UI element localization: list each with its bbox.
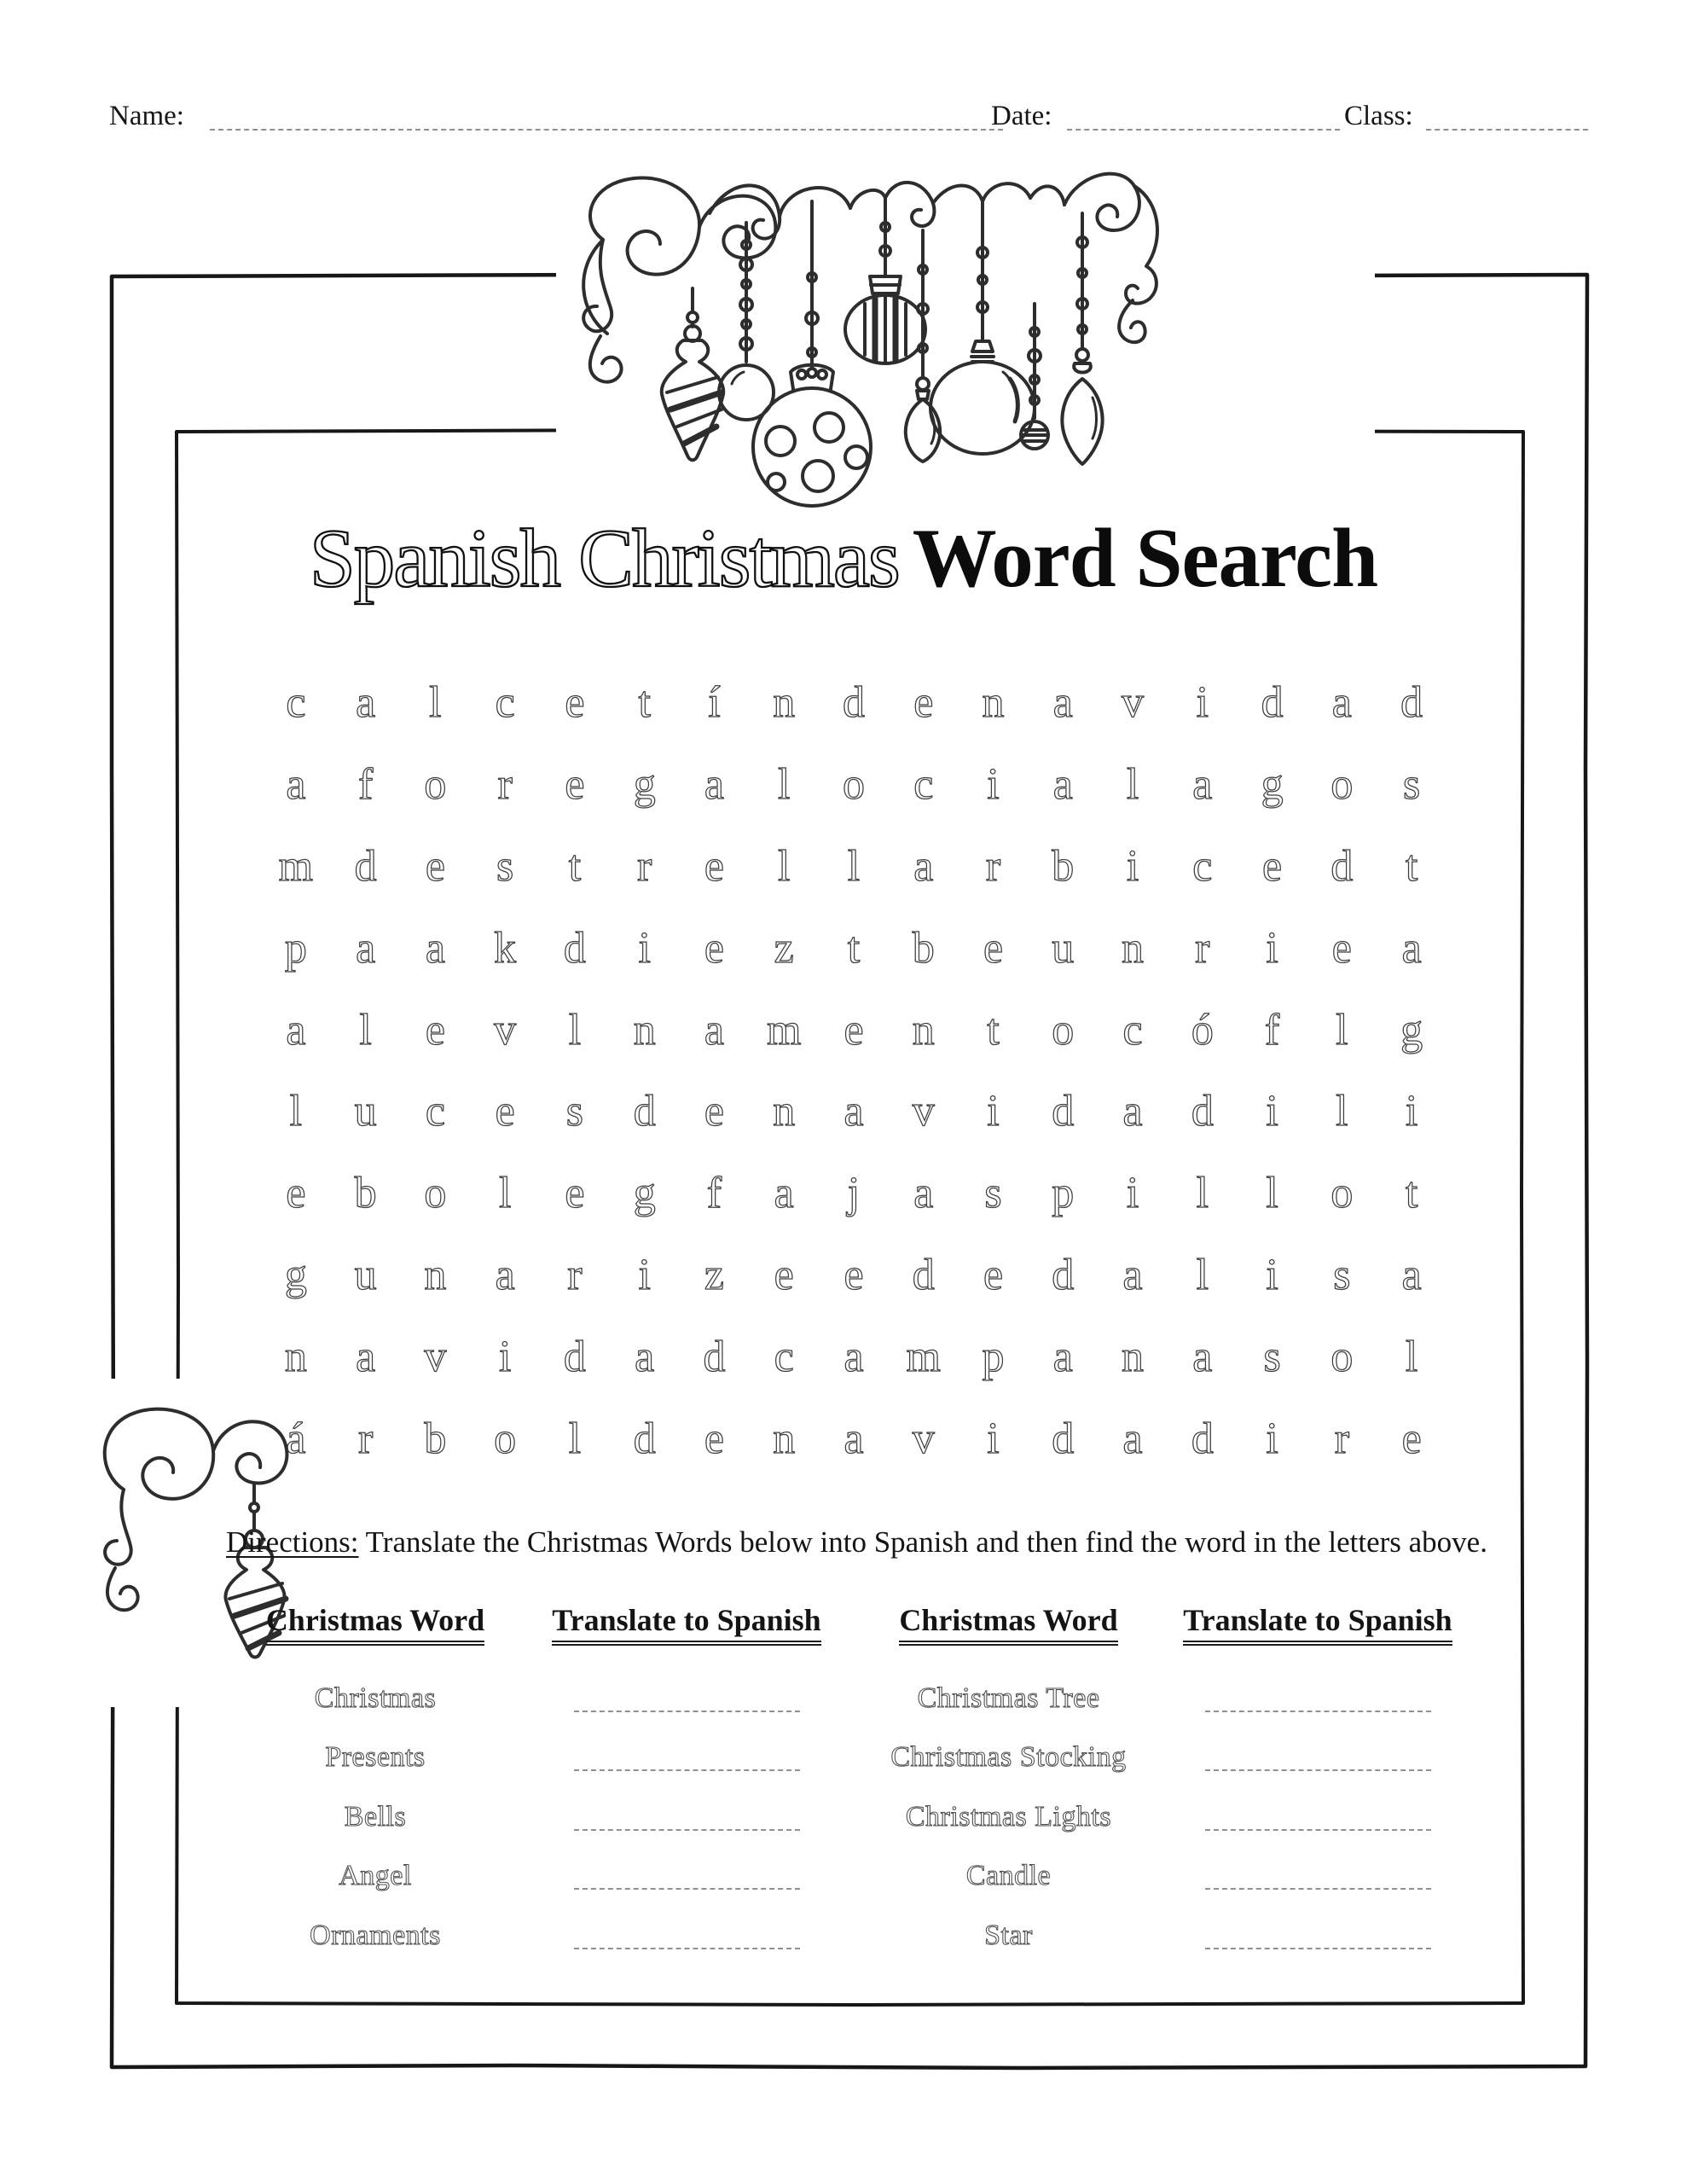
grid-letter: s bbox=[1402, 760, 1421, 810]
grid-letter: d bbox=[912, 1250, 935, 1299]
grid-letter: e bbox=[565, 1169, 585, 1218]
grid-letter: o bbox=[1330, 1332, 1354, 1381]
grid-letter: l bbox=[1196, 1250, 1209, 1299]
grid-letter: i bbox=[638, 923, 651, 973]
english-word: Candle bbox=[965, 1860, 1052, 1892]
grid-letter: ó bbox=[1191, 1005, 1214, 1054]
grid-letter: d bbox=[563, 923, 586, 973]
grid-letter: d bbox=[354, 841, 377, 891]
grid-letter: l bbox=[359, 1005, 372, 1054]
grid-letter: a bbox=[1052, 1332, 1073, 1381]
name-label: Name: bbox=[109, 101, 184, 131]
grid-letter: e bbox=[983, 923, 1004, 973]
grid-letter: b bbox=[1052, 841, 1075, 891]
translate-cell bbox=[529, 1669, 844, 1728]
grid-letter: c bbox=[913, 760, 934, 810]
grid-letter: r bbox=[1195, 923, 1210, 973]
grid-letter: g bbox=[633, 1169, 656, 1218]
spanish-answer-line[interactable] bbox=[574, 1948, 800, 1949]
grid-letter: v bbox=[1122, 678, 1145, 728]
grid-letter: d bbox=[703, 1332, 726, 1381]
grid-letter: a bbox=[844, 1414, 864, 1463]
grid-letter: l bbox=[1126, 760, 1139, 810]
grid-letter: v bbox=[912, 1087, 935, 1136]
grid-letter: a bbox=[1052, 760, 1073, 810]
grid-letter: g bbox=[284, 1250, 307, 1299]
header-translate-2: Translate to Spanish bbox=[1173, 1602, 1463, 1646]
class-fill-line[interactable] bbox=[1426, 129, 1588, 131]
grid-letter: i bbox=[1266, 923, 1278, 973]
spanish-answer-line[interactable] bbox=[1205, 1829, 1431, 1831]
grid-letter: c bbox=[425, 1087, 445, 1136]
grid-letter: c bbox=[1192, 841, 1213, 891]
grid-letter: i bbox=[1266, 1250, 1278, 1299]
grid-letter: p bbox=[982, 1332, 1005, 1381]
grid-letter: e bbox=[425, 841, 445, 891]
grid-letter: n bbox=[424, 1250, 447, 1299]
grid-letter: j bbox=[847, 1169, 861, 1218]
spanish-answer-line[interactable] bbox=[574, 1888, 800, 1890]
grid-letter: l bbox=[429, 678, 442, 728]
grid-letter: l bbox=[1196, 1169, 1209, 1218]
spanish-answer-line[interactable] bbox=[1205, 1948, 1431, 1949]
grid-letter: a bbox=[425, 923, 445, 973]
spanish-answer-line[interactable] bbox=[574, 1829, 800, 1831]
grid-letter: a bbox=[1052, 678, 1073, 728]
grid-letter: a bbox=[704, 760, 724, 810]
grid-letter: a bbox=[356, 1332, 376, 1381]
translation-table-rows bbox=[222, 1669, 1463, 1966]
grid-letter: e bbox=[913, 678, 934, 728]
grid-letter: e bbox=[495, 1087, 515, 1136]
grid-letter: a bbox=[356, 678, 376, 728]
english-word: Christmas Lights bbox=[905, 1800, 1112, 1833]
grid-letter: a bbox=[286, 1005, 306, 1054]
grid-letter: a bbox=[635, 1332, 655, 1381]
grid-letter: i bbox=[987, 760, 1000, 810]
grid-letter: i bbox=[1266, 1414, 1278, 1463]
grid-letter: v bbox=[494, 1005, 517, 1054]
christmas-ornaments-garland-illustration bbox=[556, 142, 1375, 530]
grid-letter: n bbox=[284, 1332, 307, 1381]
spanish-answer-line[interactable] bbox=[1205, 1711, 1431, 1712]
grid-letter: f bbox=[1264, 1005, 1280, 1054]
grid-letter: e bbox=[286, 1169, 306, 1218]
name-fill-line[interactable] bbox=[210, 129, 1003, 131]
grid-letter: l bbox=[568, 1414, 582, 1463]
grid-letter: d bbox=[1052, 1087, 1075, 1136]
grid-letter: v bbox=[912, 1414, 935, 1463]
grid-letter: e bbox=[983, 1250, 1004, 1299]
grid-letter: t bbox=[987, 1005, 1000, 1054]
grid-letter: i bbox=[1196, 678, 1209, 728]
grid-letter: l bbox=[778, 760, 791, 810]
grid-letter: d bbox=[1191, 1414, 1214, 1463]
grid-letter: n bbox=[1122, 1332, 1145, 1381]
grid-letter: l bbox=[1266, 1169, 1278, 1218]
english-word: Christmas bbox=[314, 1682, 437, 1714]
grid-letter: t bbox=[568, 841, 582, 891]
grid-letter: b bbox=[424, 1414, 447, 1463]
translate-cell bbox=[529, 1787, 844, 1847]
grid-letter: r bbox=[985, 841, 1001, 891]
english-word: Presents bbox=[325, 1741, 426, 1774]
grid-letter: z bbox=[774, 923, 794, 973]
grid-letter: d bbox=[1330, 841, 1354, 891]
title-solid-part: Word Search bbox=[912, 512, 1378, 605]
grid-letter: c bbox=[495, 678, 515, 728]
english-word: Christmas Tree bbox=[917, 1682, 1100, 1714]
header-christmas-word-1: Christmas Word bbox=[222, 1602, 529, 1646]
grid-letter: e bbox=[704, 1414, 724, 1463]
directions-label: Directions: bbox=[226, 1525, 359, 1559]
english-word: Star bbox=[984, 1919, 1033, 1951]
grid-letter: a bbox=[844, 1332, 864, 1381]
grid-letter: e bbox=[844, 1005, 864, 1054]
class-label: Class: bbox=[1344, 101, 1413, 131]
grid-letter: e bbox=[565, 678, 585, 728]
grid-letter: l bbox=[289, 1087, 303, 1136]
grid-letter: g bbox=[1261, 760, 1284, 810]
spanish-answer-line[interactable] bbox=[574, 1769, 800, 1771]
grid-letter: o bbox=[424, 760, 447, 810]
grid-letter: l bbox=[847, 841, 861, 891]
grid-letter: t bbox=[638, 678, 651, 728]
grid-letter: g bbox=[633, 760, 656, 810]
grid-letter: a bbox=[1331, 678, 1352, 728]
grid-letter: s bbox=[1263, 1332, 1281, 1381]
grid-letter: r bbox=[637, 841, 652, 891]
grid-letter: a bbox=[1401, 1250, 1422, 1299]
grid-letter: d bbox=[1261, 678, 1284, 728]
title-outline-part: Spanish Christmas bbox=[309, 513, 899, 604]
grid-letter: i bbox=[1405, 1087, 1418, 1136]
grid-letter: c bbox=[774, 1332, 794, 1381]
grid-letter: s bbox=[1333, 1250, 1351, 1299]
grid-letter: t bbox=[1405, 1169, 1418, 1218]
grid-letter: e bbox=[1262, 841, 1283, 891]
grid-letter: a bbox=[1122, 1250, 1143, 1299]
grid-letter: e bbox=[565, 760, 585, 810]
grid-letter: n bbox=[912, 1005, 935, 1054]
grid-letter: a bbox=[844, 1087, 864, 1136]
grid-letter: i bbox=[1266, 1087, 1278, 1136]
grid-letter: l bbox=[498, 1169, 512, 1218]
english-word: Ornaments bbox=[310, 1919, 441, 1951]
grid-letter: i bbox=[987, 1087, 1000, 1136]
translate-cell bbox=[1173, 1787, 1463, 1847]
grid-letter: á bbox=[286, 1414, 306, 1463]
grid-letter: e bbox=[844, 1250, 864, 1299]
grid-letter: b bbox=[912, 923, 935, 973]
grid-letter: m bbox=[906, 1332, 941, 1381]
grid-letter: t bbox=[1405, 841, 1418, 891]
grid-letter: n bbox=[633, 1005, 656, 1054]
grid-letter: d bbox=[1052, 1250, 1075, 1299]
grid-letter: v bbox=[424, 1332, 447, 1381]
english-word: Christmas Stocking bbox=[890, 1741, 1127, 1774]
header-christmas-word-2: Christmas Word bbox=[844, 1602, 1173, 1646]
spanish-answer-line[interactable] bbox=[574, 1711, 800, 1712]
grid-letter: i bbox=[1126, 841, 1139, 891]
english-word: Bells bbox=[344, 1800, 407, 1833]
grid-letter: a bbox=[704, 1005, 724, 1054]
grid-letter: a bbox=[356, 923, 376, 973]
grid-letter: p bbox=[1052, 1169, 1075, 1218]
grid-letter: í bbox=[708, 678, 721, 728]
grid-letter: a bbox=[1122, 1087, 1143, 1136]
grid-letter: n bbox=[773, 1414, 796, 1463]
grid-letter: n bbox=[1122, 923, 1145, 973]
grid-letter: e bbox=[704, 1087, 724, 1136]
grid-letter: d bbox=[563, 1332, 586, 1381]
grid-letter: n bbox=[773, 678, 796, 728]
translate-cell bbox=[1173, 1847, 1463, 1907]
translate-cell bbox=[1173, 1669, 1463, 1728]
grid-letter: t bbox=[847, 923, 861, 973]
grid-letter: f bbox=[357, 760, 374, 810]
grid-letter: d bbox=[1400, 678, 1423, 728]
english-word: Angel bbox=[339, 1860, 412, 1892]
page-title bbox=[0, 510, 1687, 607]
grid-letter: a bbox=[913, 1169, 934, 1218]
grid-letter: o bbox=[842, 760, 865, 810]
grid-letter: l bbox=[1405, 1332, 1418, 1381]
grid-letter: p bbox=[284, 923, 307, 973]
date-label: Date: bbox=[991, 101, 1052, 131]
grid-letter: o bbox=[494, 1414, 517, 1463]
grid-letter: a bbox=[286, 760, 306, 810]
grid-letter: l bbox=[1336, 1005, 1348, 1054]
translate-cell bbox=[1173, 1906, 1463, 1966]
grid-letter: r bbox=[497, 760, 513, 810]
grid-letter: a bbox=[1401, 923, 1422, 973]
grid-letter: m bbox=[278, 841, 314, 891]
grid-letter: r bbox=[567, 1250, 583, 1299]
grid-letter: d bbox=[633, 1087, 656, 1136]
word-search-grid bbox=[261, 662, 1446, 1479]
grid-letter: c bbox=[286, 678, 306, 728]
grid-letter: i bbox=[1126, 1169, 1139, 1218]
grid-letter: s bbox=[565, 1087, 584, 1136]
grid-letter: o bbox=[424, 1169, 447, 1218]
grid-letter: e bbox=[774, 1250, 794, 1299]
grid-letter: s bbox=[496, 841, 514, 891]
grid-letter: d bbox=[1191, 1087, 1214, 1136]
grid-letter: m bbox=[767, 1005, 802, 1054]
grid-letter: e bbox=[1401, 1414, 1422, 1463]
translate-cell bbox=[529, 1728, 844, 1788]
grid-letter: a bbox=[774, 1169, 794, 1218]
grid-letter: c bbox=[1122, 1005, 1143, 1054]
grid-letter: r bbox=[1334, 1414, 1350, 1463]
translation-table-header bbox=[222, 1602, 1463, 1646]
grid-letter: e bbox=[1331, 923, 1352, 973]
grid-letter: i bbox=[638, 1250, 651, 1299]
grid-letter: e bbox=[425, 1005, 445, 1054]
grid-letter: d bbox=[842, 678, 865, 728]
grid-letter: e bbox=[704, 841, 724, 891]
grid-letter: k bbox=[494, 923, 517, 973]
grid-letter: l bbox=[778, 841, 791, 891]
grid-letter: a bbox=[1122, 1414, 1143, 1463]
grid-letter: s bbox=[984, 1169, 1002, 1218]
grid-letter: u bbox=[354, 1250, 377, 1299]
grid-letter: f bbox=[706, 1169, 722, 1218]
grid-letter: g bbox=[1400, 1005, 1423, 1054]
directions-text: Translate the Christmas Words below into Spanish and then find the word in the letters above. bbox=[358, 1525, 1487, 1559]
grid-letter: b bbox=[354, 1169, 377, 1218]
grid-letter: u bbox=[354, 1087, 377, 1136]
grid-letter: d bbox=[633, 1414, 656, 1463]
grid-letter: e bbox=[704, 923, 724, 973]
grid-letter: i bbox=[987, 1414, 1000, 1463]
translate-cell bbox=[529, 1847, 844, 1907]
header-translate-1: Translate to Spanish bbox=[529, 1602, 844, 1646]
grid-letter: a bbox=[1192, 760, 1213, 810]
grid-letter: d bbox=[1052, 1414, 1075, 1463]
grid-letter: l bbox=[1336, 1087, 1348, 1136]
directions-line bbox=[226, 1525, 1488, 1560]
grid-letter: n bbox=[773, 1087, 796, 1136]
translate-cell bbox=[1173, 1728, 1463, 1788]
grid-letter: u bbox=[1052, 923, 1075, 973]
date-fill-line[interactable] bbox=[1067, 129, 1340, 131]
grid-letter: a bbox=[1192, 1332, 1213, 1381]
grid-letter: i bbox=[498, 1332, 512, 1381]
grid-letter: a bbox=[495, 1250, 515, 1299]
spanish-answer-line[interactable] bbox=[1205, 1769, 1431, 1771]
grid-letter: z bbox=[704, 1250, 724, 1299]
grid-letter: o bbox=[1330, 1169, 1354, 1218]
grid-letter: o bbox=[1330, 760, 1354, 810]
grid-letter: r bbox=[357, 1414, 374, 1463]
grid-letter: a bbox=[913, 841, 934, 891]
grid-letter: o bbox=[1052, 1005, 1075, 1054]
translate-cell bbox=[529, 1906, 844, 1966]
spanish-answer-line[interactable] bbox=[1205, 1888, 1431, 1890]
grid-letter: l bbox=[568, 1005, 582, 1054]
grid-letter: n bbox=[982, 678, 1005, 728]
